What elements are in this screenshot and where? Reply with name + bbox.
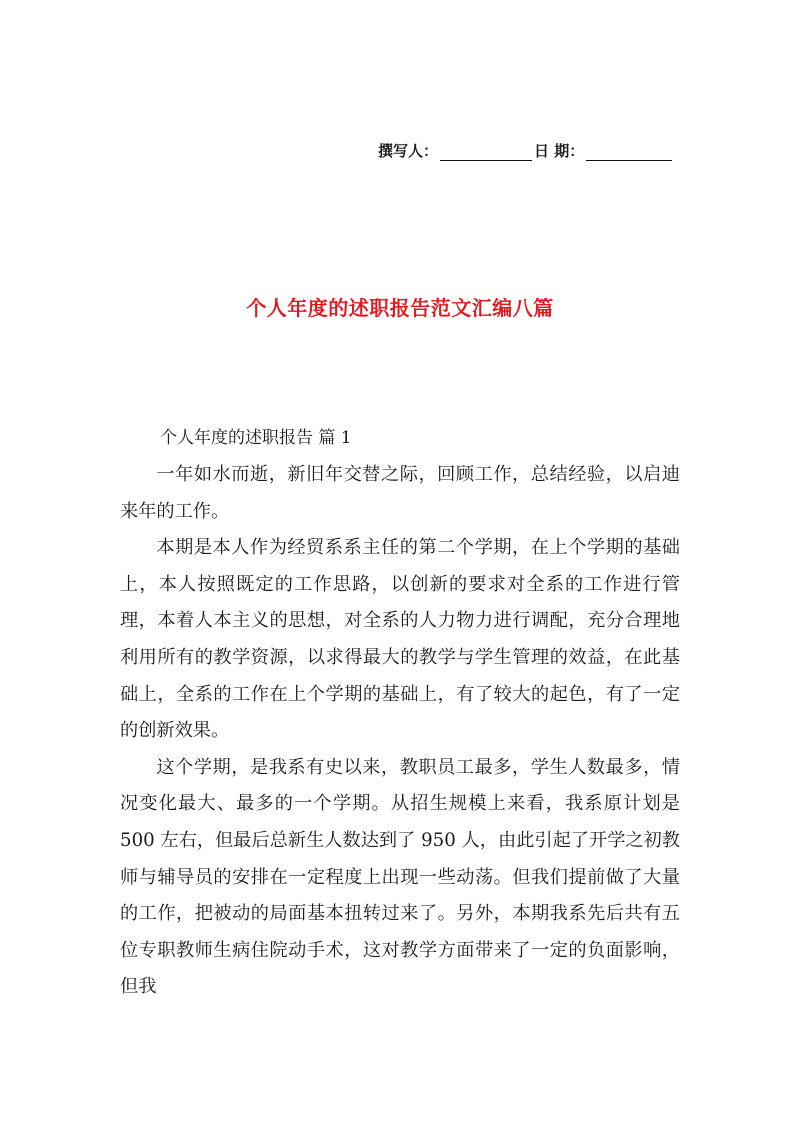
body-text <box>120 457 680 1006</box>
paragraph: 一年如水而逝，新旧年交替之际，回顾工作，总结经验，以启迪来年的工作。 <box>120 464 680 522</box>
paragraph: 本期是本人作为经贸系系主任的第二个学期，在上个学期的基础上，本人按照既定的工作思路，以创新的要求对全系的工作进行管理，本着人本主义的思想，对全系的人力物力进行调配，充分合理地利用所有的教学资源，以求得最大的教学与学生管理的效益，在此基础上，全系的工作在上个学期的基础上，有了较大的起色，有了一定的创新效果。 <box>120 537 680 742</box>
author-label: 撰写人： <box>378 142 439 160</box>
date-label: 日 期： <box>534 142 585 160</box>
document-title: 个人年度的述职报告范文汇编八篇 <box>246 296 554 320</box>
author-blank <box>440 146 532 161</box>
date-blank <box>586 146 672 161</box>
signature-line <box>378 140 672 161</box>
section-heading: 个人年度的述职报告 篇 1 <box>160 428 352 448</box>
paragraph: 这个学期，是我系有史以来，教职员工最多，学生人数最多，情况变化最大、最多的一个学期。从招生规模上来看，我系原计划是 500 左右，但最后总新生人数达到了 950 人，由此引起了开学之初教师与辅导员的安排在一定程度上出现一些动荡。但我们提前做了大量的工作，把被动的局面基本扭转过来了。另外，本期我系先后共有五位专职教师生病住院动手术，这对教学方面带来了一定的负面影响，但我 <box>120 756 680 998</box>
